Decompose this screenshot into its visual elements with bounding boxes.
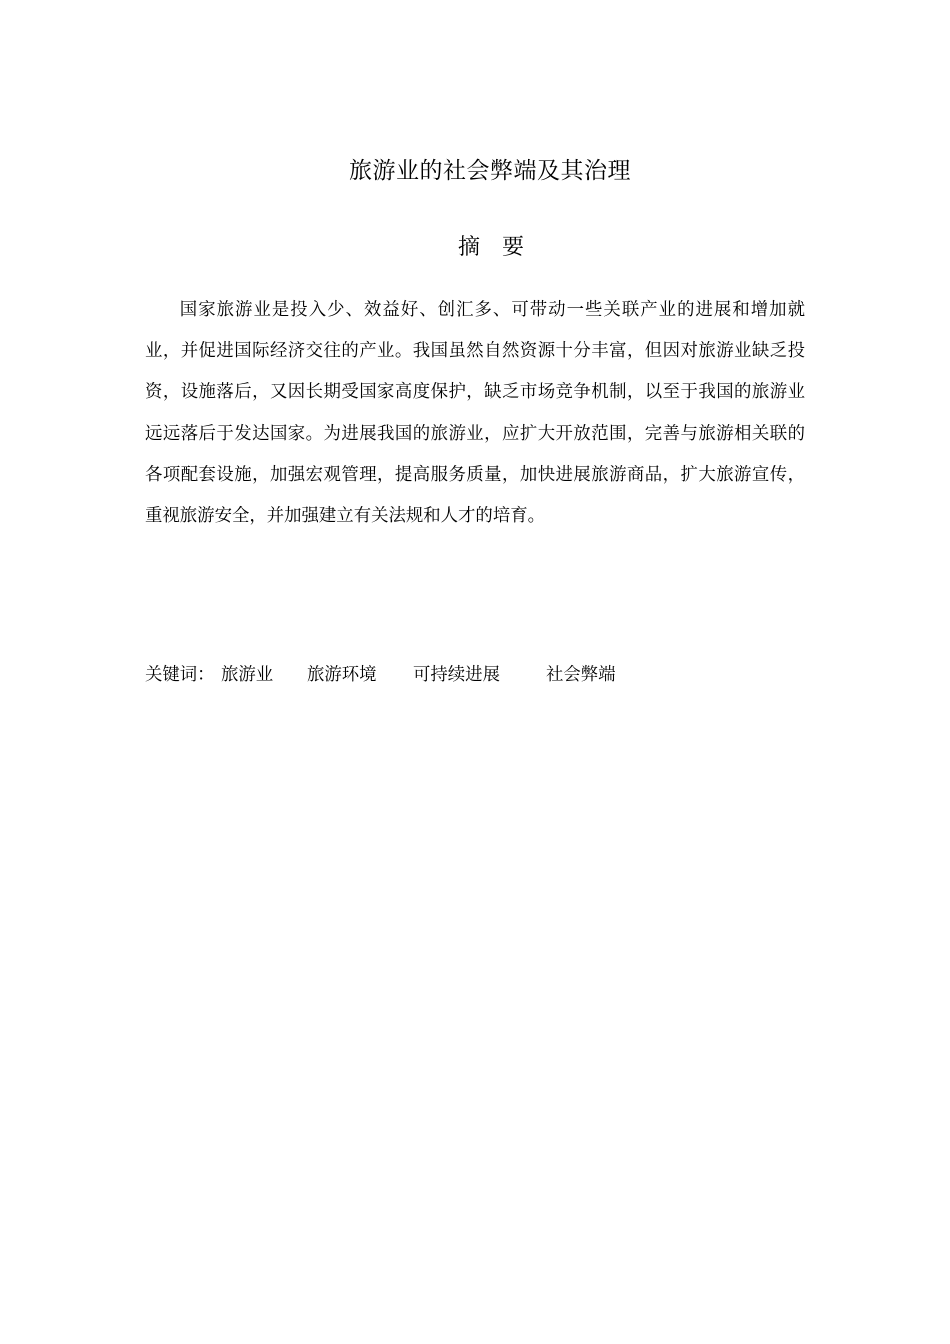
- document-title: 旅游业的社会弊端及其治理: [349, 158, 631, 184]
- keyword-item: 旅游业: [221, 665, 274, 685]
- keywords-label: 关键词：: [145, 665, 215, 685]
- keyword-item: 旅游环境: [307, 665, 377, 685]
- abstract-heading-char-2: 要: [502, 235, 525, 260]
- abstract-heading-char-1: 摘: [457, 235, 480, 260]
- keyword-item: 社会弊端: [546, 665, 616, 685]
- abstract-heading: [0, 230, 950, 266]
- keyword-item: 可持续进展: [413, 665, 500, 685]
- abstract-paragraph: 国家旅游业是投入少、效益好、创汇多、可带动一些关联产业的进展和增加就业，并促进国际经济交往的产业。我国虽然自然资源十分丰富，但因对旅游业缺乏投资，设施落后，又因长期受国家高度保护，缺乏市场竞争机制，以至于我国的旅游业远远落后于发达国家。为进展我国的旅游业，应扩大开放范围，完善与旅游相关联的各项配套设施，加强宏观管理，提高服务质量，加快进展旅游商品，扩大旅游宣传，重视旅游安全，并加强建立有关法规和人才的培育。: [145, 300, 805, 527]
